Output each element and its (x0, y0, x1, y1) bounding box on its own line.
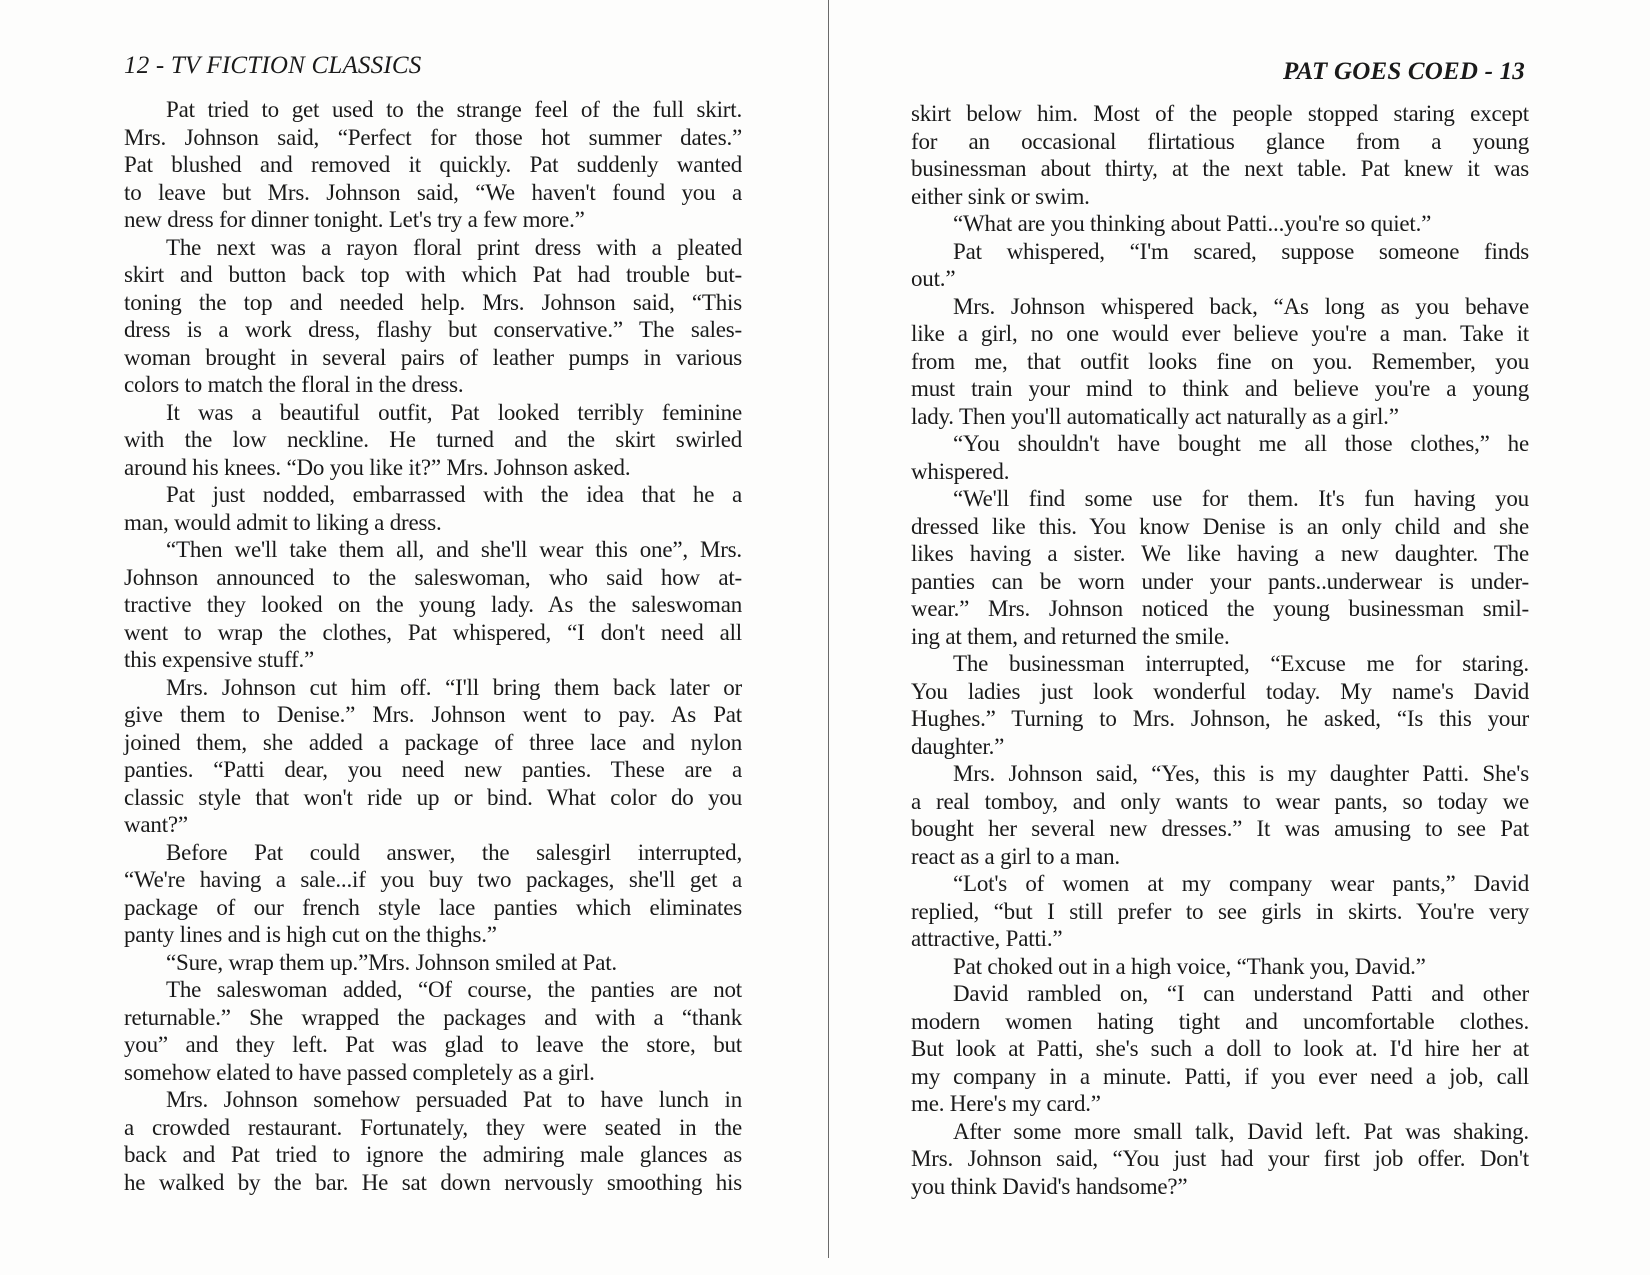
text-line: businessman about thirty, at the next table. Pat knew it was (911, 156, 1529, 181)
text-line: new dress for dinner tonight. Let's try a few more.” (124, 207, 585, 232)
right-page-body (911, 100, 1529, 1200)
text-line: lady. Then you'll automatically act naturally as a girl.” (911, 403, 1399, 429)
paragraph (124, 536, 742, 674)
text-line: Mrs. Johnson cut him off. “I'll bring them back later or (166, 674, 742, 700)
text-line: Mrs. Johnson somehow persuaded Pat to have lunch in (166, 1087, 742, 1112)
text-line: replied, “but I still prefer to see girls in skirts. You're very (911, 898, 1529, 924)
paragraph (124, 481, 742, 536)
text-line: “You shouldn't have bought me all those clothes,” he (953, 431, 1529, 456)
text-line: he walked by the bar. He sat down nervously smoothing his (124, 1169, 742, 1195)
text-line: whispered. (911, 458, 1010, 484)
paragraph (911, 485, 1529, 650)
running-header-left: 12 - TV FICTION CLASSICS (124, 52, 422, 79)
paragraph (124, 234, 742, 399)
text-line: this expensive stuff.” (124, 647, 314, 672)
text-line: give them to Denise.” Mrs. Johnson went to pay. As Pat (124, 702, 742, 727)
left-page-body (124, 96, 742, 1196)
paragraph (911, 238, 1529, 293)
text-line: went to wrap the clothes, Pat whispered, “I don't need all (124, 619, 742, 645)
text-line: attractive, Patti.” (911, 926, 1063, 951)
text-line: react as a girl to a man. (911, 843, 1120, 869)
text-line: my company in a minute. Patti, if you ever need a job, call (911, 1063, 1529, 1089)
text-line: want?” (124, 812, 188, 837)
text-line: wear.” Mrs. Johnson noticed the young businessman smil- (911, 596, 1529, 621)
paragraph (124, 976, 742, 1086)
text-line: toning the top and needed help. Mrs. Johnson said, “This (124, 289, 742, 315)
text-line: But look at Patti, she's such a doll to look at. I'd hire her at (911, 1036, 1529, 1061)
paragraph (911, 760, 1529, 870)
text-line: like a girl, no one would ever believe you're a man. Take it (911, 321, 1529, 346)
text-line: “We're having a sale...if you buy two packages, she'll get a (124, 867, 742, 892)
paragraph (911, 100, 1529, 210)
text-line: “Lot's of women at my company wear pants,” David (953, 871, 1529, 896)
paragraph (124, 839, 742, 949)
text-line: from me, that outfit looks fine on you. Remember, you (911, 348, 1529, 374)
text-line: “Sure, wrap them up.”Mrs. Johnson smiled at Pat. (166, 949, 617, 975)
text-line: ing at them, and returned the smile. (911, 623, 1230, 649)
text-line: The saleswoman added, “Of course, the panties are not (166, 977, 742, 1002)
text-line: Johnson announced to the saleswoman, who said how at- (124, 564, 742, 590)
text-line: Pat tried to get used to the strange feel of the full skirt. (166, 97, 742, 122)
paragraph (911, 1118, 1529, 1201)
text-line: modern women hating tight and uncomfortable clothes. (911, 1008, 1529, 1034)
paragraph (911, 650, 1529, 760)
text-line: package of our french style lace panties which eliminates (124, 894, 742, 920)
text-line: Hughes.” Turning to Mrs. Johnson, he asked, “Is this your (911, 706, 1529, 731)
paragraph (911, 210, 1529, 238)
text-line: daughter.” (911, 733, 1005, 759)
running-header-right: PAT GOES COED - 13 (1282, 58, 1525, 85)
text-line: out.” (911, 266, 956, 291)
paragraph (124, 1086, 742, 1196)
text-line: “Then we'll take them all, and she'll wear this one”, Mrs. (166, 537, 742, 562)
paragraph (124, 674, 742, 839)
right-page (829, 0, 1650, 1275)
text-line: bought her several new dresses.” It was amusing to see Pat (911, 816, 1529, 841)
text-line: Pat just nodded, embarrassed with the idea that he a (166, 482, 742, 507)
text-line: classic style that won't ride up or bind. What color do you (124, 784, 742, 810)
text-line: The businessman interrupted, “Excuse me for staring. (953, 651, 1529, 676)
text-line: a crowded restaurant. Fortunately, they were seated in the (124, 1114, 742, 1140)
paragraph (911, 870, 1529, 953)
text-line: joined them, she added a package of three lace and nylon (124, 729, 742, 755)
text-line: man, would admit to liking a dress. (124, 509, 442, 535)
text-line: panty lines and is high cut on the thighs.” (124, 922, 497, 947)
text-line: tractive they looked on the young lady. As the saleswoman (124, 592, 742, 617)
text-line: Pat blushed and removed it quickly. Pat suddenly wanted (124, 152, 742, 177)
text-line: It was a beautiful outfit, Pat looked terribly feminine (166, 399, 742, 425)
text-line: Mrs. Johnson said, “Perfect for those hot summer dates.” (124, 124, 742, 150)
text-line: “What are you thinking about Patti...you're so quiet.” (953, 211, 1432, 236)
paragraph (124, 949, 742, 977)
text-line: to leave but Mrs. Johnson said, “We haven't found you a (124, 179, 742, 205)
text-line: returnable.” She wrapped the packages and with a “thank (124, 1004, 742, 1030)
text-line: you think David's handsome?” (911, 1173, 1188, 1199)
paragraph (911, 953, 1529, 981)
text-line: Mrs. Johnson whispered back, “As long as you behave (953, 293, 1529, 319)
text-line: Mrs. Johnson said, “You just had your first job offer. Don't (911, 1146, 1529, 1171)
text-line: either sink or swim. (911, 183, 1090, 209)
text-line: with the low neckline. He turned and the skirt swirled (124, 427, 742, 452)
text-line: must train your mind to think and believe you're a young (911, 376, 1529, 401)
text-line: You ladies just look wonderful today. My name's David (911, 678, 1529, 704)
text-line: somehow elated to have passed completely as a girl. (124, 1059, 595, 1085)
text-line: a real tomboy, and only wants to wear pants, so today we (911, 788, 1529, 814)
text-line: Before Pat could answer, the salesgirl interrupted, (166, 839, 742, 865)
text-line: colors to match the floral in the dress. (124, 372, 464, 397)
text-line: Pat choked out in a high voice, “Thank you, David.” (953, 953, 1426, 979)
text-line: skirt below him. Most of the people stopped staring except (911, 101, 1529, 126)
text-line: you” and they left. Pat was glad to leave the store, but (124, 1032, 742, 1057)
text-line: After some more small talk, David left. Pat was shaking. (953, 1118, 1529, 1144)
text-line: The next was a rayon floral print dress with a pleated (166, 234, 742, 260)
text-line: dressed like this. You know Denise is an only child and she (911, 513, 1529, 539)
text-line: woman brought in several pairs of leather pumps in various (124, 344, 742, 370)
paragraph (911, 430, 1529, 485)
text-line: for an occasional flirtatious glance from a young (911, 128, 1529, 154)
paragraph (911, 980, 1529, 1118)
text-line: back and Pat tried to ignore the admiring male glances as (124, 1142, 742, 1167)
text-line: likes having a sister. We like having a new daughter. The (911, 541, 1529, 566)
text-line: “We'll find some use for them. It's fun having you (953, 486, 1529, 511)
text-line: Mrs. Johnson said, “Yes, this is my daughter Patti. She's (953, 761, 1529, 786)
paragraph (911, 293, 1529, 431)
text-line: me. Here's my card.” (911, 1091, 1101, 1116)
paragraph (124, 399, 742, 482)
paragraph (124, 96, 742, 234)
text-line: dress is a work dress, flashy but conservative.” The sales- (124, 317, 742, 342)
text-line: panties. “Patti dear, you need new panties. These are a (124, 757, 742, 782)
text-line: David rambled on, “I can understand Patti and other (953, 981, 1529, 1006)
text-line: around his knees. “Do you like it?” Mrs. Johnson asked. (124, 454, 631, 480)
text-line: skirt and button back top with which Pat had trouble but- (124, 262, 742, 287)
text-line: panties can be worn under your pants..underwear is under- (911, 568, 1529, 594)
text-line: Pat whispered, “I'm scared, suppose someone finds (953, 238, 1529, 264)
